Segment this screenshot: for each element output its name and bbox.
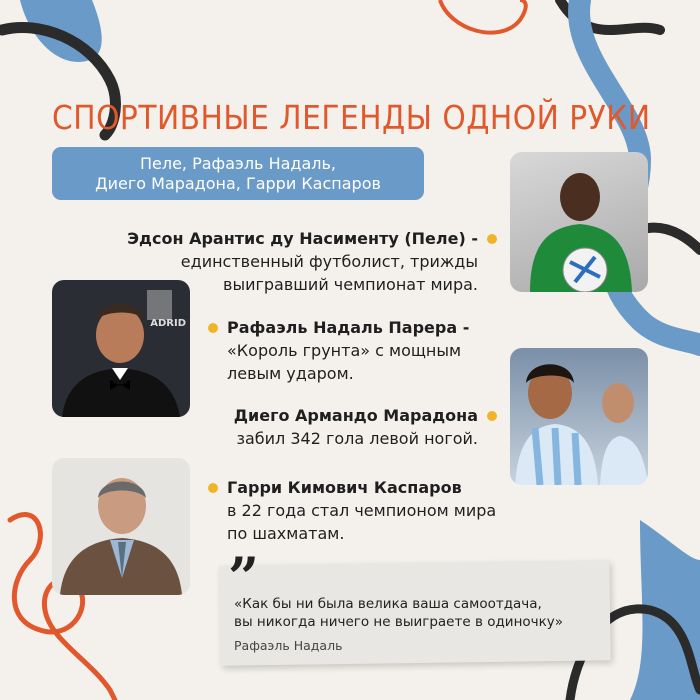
legend-kasparov-name: Гарри Кимович Каспаров [227,478,462,497]
legend-pele-name: Эдсон Арантис ду Насименту (Пеле) - [127,229,478,248]
dark-wave-right-mid [640,228,700,250]
legend-maradona-text [190,404,478,450]
pele-illustration [510,152,648,292]
legend-pele-line2: единственный футболист, трижды [180,252,478,271]
legend-pele-text [110,227,478,296]
banner-line-1: Пеле, Рафаэль Надаль, [139,153,337,173]
photo-kasparov [52,458,190,595]
bullet-kasparov [208,483,218,493]
legend-nadal-name: Рафаэль Надаль Парера - [227,318,470,337]
photo-badge-text: ADRID [150,318,186,329]
orange-wave-top-right [440,0,526,33]
quote-line-1: «Как бы ни была велика ваша самоотдача, [234,596,542,612]
legend-nadal-line2: «Король грунта» с мощным [227,341,462,360]
quote-line-2: вы никогда ничего не выиграете в одиночку» [234,614,564,630]
photo-pele [510,152,648,292]
legend-kasparov-text [227,476,527,545]
dark-wave-top-right [560,0,660,30]
bullet-maradona [487,411,497,421]
names-banner [52,147,424,200]
legend-nadal-text [227,316,507,385]
legend-maradona-line2: забил 342 гола левой ногой. [236,429,478,448]
kasparov-illustration [52,458,190,595]
quote-mark-icon: ” [228,545,260,609]
nadal-illustration [52,280,190,417]
maradona-illustration [510,348,648,485]
quote-author: Рафаэль Надаль [234,638,343,653]
quote-text [234,595,604,631]
photo-maradona [510,348,648,485]
legend-kasparov-line2: в 22 года стал чемпионом мира [227,501,497,520]
legend-nadal-line3: левым ударом. [227,364,354,383]
blue-wave-top-left [20,0,102,62]
legend-maradona-name: Диего Армандо Марадона [233,406,478,425]
legend-kasparov-line3: по шахматам. [227,524,345,543]
bullet-pele [487,234,497,244]
page-title: СПОРТИВНЫЕ ЛЕГЕНДЫ ОДНОЙ РУКИ [52,98,651,137]
banner-line-2: Диего Марадона, Гарри Каспаров [95,173,381,193]
legend-pele-line3: выигравший чемпионат мира. [223,275,478,294]
photo-nadal [52,280,190,417]
blue-wave-bottom-right [630,520,700,700]
bullet-nadal [208,323,218,333]
